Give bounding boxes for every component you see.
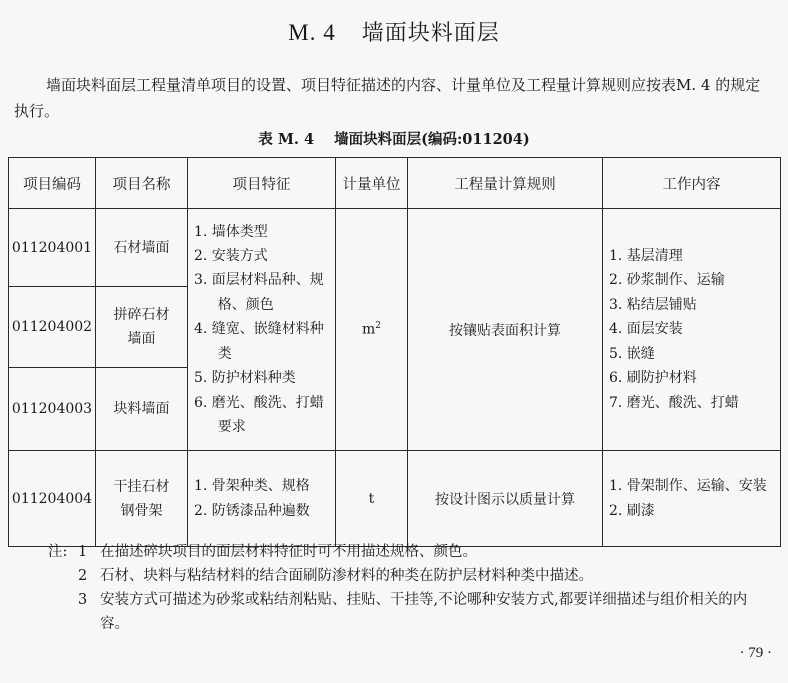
header-features: 项目特征 bbox=[188, 158, 336, 209]
item-code: 011204004 bbox=[9, 451, 96, 547]
item-features bbox=[188, 209, 336, 451]
work-line: 5. 嵌缝 bbox=[609, 345, 655, 362]
item-name: 干挂石材钢骨架 bbox=[96, 451, 188, 547]
item-unit bbox=[336, 209, 408, 451]
header-rule: 工程量计算规则 bbox=[408, 158, 603, 209]
note-item bbox=[48, 588, 772, 636]
item-rule: 按设计图示以质量计算 bbox=[408, 451, 603, 547]
work-line: 4. 面层安装 bbox=[609, 321, 683, 338]
item-features bbox=[188, 451, 336, 547]
unit-superscript: 2 bbox=[375, 321, 381, 332]
item-name: 块料墙面 bbox=[96, 368, 188, 451]
note-number: 1 bbox=[78, 544, 88, 560]
feature-line: 1. 骨架种类、规格 bbox=[194, 478, 310, 495]
header-name: 项目名称 bbox=[96, 158, 188, 209]
section-title bbox=[0, 16, 788, 47]
item-code: 011204003 bbox=[9, 368, 96, 451]
note-item bbox=[48, 540, 772, 564]
item-code: 011204002 bbox=[9, 287, 96, 368]
intro-paragraph: 墙面块料面层工程量清单项目的设置、项目特征描述的内容、计量单位及工程量计算规则应按表M. 4 的规定执行。 bbox=[14, 76, 761, 120]
work-line: 2. 刷漆 bbox=[609, 502, 655, 519]
section-number: M. 4 bbox=[288, 20, 336, 45]
feature-line: 2. 防锈漆品种遍数 bbox=[194, 502, 310, 519]
work-line: 1. 基层清理 bbox=[609, 248, 683, 265]
note-text: 安装方式可描述为砂浆或粘结剂粘贴、挂贴、干挂等,不论哪种安装方式,都要详细描述与组价相关的内容。 bbox=[100, 592, 748, 632]
work-line: 1. 骨架制作、运输、安装 bbox=[609, 478, 767, 495]
note-number: 2 bbox=[78, 568, 88, 584]
table-header-row bbox=[9, 158, 781, 209]
feature-line: 5. 防护材料种类 bbox=[194, 370, 296, 387]
note-text: 在描述碎块项目的面层材料特征时可不用描述规格、颜色。 bbox=[100, 544, 477, 560]
table-row bbox=[9, 209, 781, 287]
work-line: 3. 粘结层铺贴 bbox=[609, 296, 697, 313]
notes bbox=[48, 540, 772, 636]
feature-line: 1. 墙体类型 bbox=[194, 223, 268, 240]
unit-base: m bbox=[361, 321, 376, 338]
item-code: 011204001 bbox=[9, 209, 96, 287]
work-line: 2. 砂浆制作、运输 bbox=[609, 272, 725, 289]
table-caption-label: 表 M. 4 bbox=[258, 131, 315, 148]
item-name: 拼碎石材墙面 bbox=[96, 287, 188, 368]
item-work bbox=[603, 451, 781, 547]
feature-line: 3. 面层材料品种、规格、颜色 bbox=[194, 272, 324, 313]
header-work: 工作内容 bbox=[603, 158, 781, 209]
notes-label: 注: bbox=[48, 544, 68, 560]
table-caption bbox=[0, 128, 788, 149]
feature-line: 2. 安装方式 bbox=[194, 248, 268, 265]
table-row bbox=[9, 451, 781, 547]
note-number: 3 bbox=[78, 592, 88, 608]
work-line: 6. 刷防护材料 bbox=[609, 370, 697, 387]
feature-line: 6. 磨光、酸洗、打蜡要求 bbox=[194, 394, 324, 435]
header-code: 项目编码 bbox=[9, 158, 96, 209]
spec-table bbox=[8, 157, 781, 547]
section-name: 墙面块料面层 bbox=[361, 21, 500, 46]
header-unit: 计量单位 bbox=[336, 158, 408, 209]
note-text: 石材、块料与粘结材料的结合面刷防渗材料的种类在防护层材料种类中描述。 bbox=[100, 568, 593, 584]
item-rule: 按镶贴表面积计算 bbox=[408, 209, 603, 451]
note-item bbox=[48, 564, 772, 588]
feature-line: 4. 缝宽、嵌缝材料种类 bbox=[194, 321, 324, 362]
item-name: 石材墙面 bbox=[96, 209, 188, 287]
item-unit: t bbox=[336, 451, 408, 547]
page-number: · 79 · bbox=[739, 645, 772, 661]
item-work bbox=[603, 209, 781, 451]
table-caption-title: 墙面块料面层(编码:011204) bbox=[334, 131, 530, 148]
work-line: 7. 磨光、酸洗、打蜡 bbox=[609, 394, 739, 411]
